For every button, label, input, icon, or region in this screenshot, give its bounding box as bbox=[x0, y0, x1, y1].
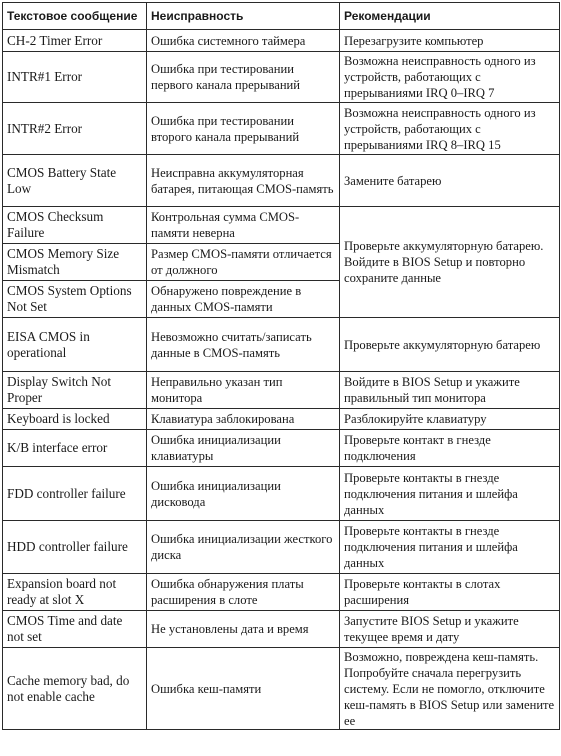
fault-cell: Ошибка при тестировании второго канала прерываний bbox=[147, 103, 340, 155]
table-row bbox=[3, 30, 560, 52]
message-cell: CH-2 Timer Error bbox=[3, 30, 147, 52]
fault-cell: Неисправна аккумуляторная батарея, питающая CMOS-память bbox=[147, 155, 340, 207]
message-cell: HDD controller failure bbox=[3, 521, 147, 574]
message-cell: CMOS Checksum Failure bbox=[3, 207, 147, 244]
recommendation-cell: Проверьте контакты в гнезде подключения питания и шлейфа данных bbox=[340, 521, 560, 574]
recommendation-cell: Замените батарею bbox=[340, 155, 560, 207]
recommendation-cell: Перезагрузите компьютер bbox=[340, 30, 560, 52]
table-row bbox=[3, 521, 560, 574]
fault-cell: Ошибка при тестировании первого канала прерываний bbox=[147, 52, 340, 103]
recommendation-cell: Проверьте аккумуляторную батарею. Войдите в BIOS Setup и повторно сохраните данные bbox=[340, 207, 560, 318]
fault-cell: Ошибка обнаружения платы расширения в слоте bbox=[147, 574, 340, 611]
message-cell: Keyboard is locked bbox=[3, 409, 147, 430]
recommendation-cell: Проверьте аккумуляторную батарею bbox=[340, 318, 560, 372]
message-cell: CMOS Battery State Low bbox=[3, 155, 147, 207]
message-cell: INTR#1 Error bbox=[3, 52, 147, 103]
recommendation-cell: Разблокируйте клавиатуру bbox=[340, 409, 560, 430]
table-row bbox=[3, 155, 560, 207]
message-cell: CMOS Memory Size Mismatch bbox=[3, 244, 147, 281]
fault-cell: Контрольная сумма CMOS-памяти неверна bbox=[147, 207, 340, 244]
message-cell: CMOS System Options Not Set bbox=[3, 281, 147, 318]
fault-cell: Обнаружено повреждение в данных CMOS-памяти bbox=[147, 281, 340, 318]
message-cell: CMOS Time and date not set bbox=[3, 611, 147, 648]
fault-cell: Неправильно указан тип монитора bbox=[147, 372, 340, 409]
table-row bbox=[3, 430, 560, 467]
table-row bbox=[3, 207, 560, 244]
fault-cell: Невозможно считать/записать данные в CMOS-память bbox=[147, 318, 340, 372]
fault-cell: Размер CMOS-памяти отличается от должного bbox=[147, 244, 340, 281]
error-messages-table bbox=[2, 2, 560, 730]
table-row bbox=[3, 648, 560, 730]
header-fault: Неисправность bbox=[147, 3, 340, 30]
recommendation-cell: Проверьте контакт в гнезде подключения bbox=[340, 430, 560, 467]
fault-cell: Ошибка инициализации жесткого диска bbox=[147, 521, 340, 574]
header-text-message: Текстовое сообщение bbox=[3, 3, 147, 30]
recommendation-cell: Войдите в BIOS Setup и укажите правильный тип монитора bbox=[340, 372, 560, 409]
message-cell: INTR#2 Error bbox=[3, 103, 147, 155]
message-cell: EISA CMOS in operational bbox=[3, 318, 147, 372]
recommendation-cell: Проверьте контакты в гнезде подключения питания и шлейфа данных bbox=[340, 467, 560, 521]
header-recommendations: Рекомендации bbox=[340, 3, 560, 30]
fault-cell: Ошибка инициализации клавиатуры bbox=[147, 430, 340, 467]
table-row bbox=[3, 611, 560, 648]
fault-cell: Ошибка системного таймера bbox=[147, 30, 340, 52]
recommendation-cell: Запустите BIOS Setup и укажите текущее время и дату bbox=[340, 611, 560, 648]
fault-cell: Ошибка кеш-памяти bbox=[147, 648, 340, 730]
fault-cell: Ошибка инициализации дисковода bbox=[147, 467, 340, 521]
recommendation-cell: Проверьте контакты в слотах расширения bbox=[340, 574, 560, 611]
table-row bbox=[3, 467, 560, 521]
header-row bbox=[3, 3, 560, 30]
message-cell: Expansion board not ready at slot X bbox=[3, 574, 147, 611]
fault-cell: Не установлены дата и время bbox=[147, 611, 340, 648]
table-row bbox=[3, 103, 560, 155]
table-row bbox=[3, 318, 560, 372]
recommendation-cell: Возможна неисправность одного из устройств, работающих с прерываниями IRQ 0–IRQ 7 bbox=[340, 52, 560, 103]
recommendation-cell: Возможна неисправность одного из устройств, работающих с прерываниями IRQ 8–IRQ 15 bbox=[340, 103, 560, 155]
table-row bbox=[3, 52, 560, 103]
table-row bbox=[3, 409, 560, 430]
message-cell: FDD controller failure bbox=[3, 467, 147, 521]
message-cell: Cache memory bad, do not enable cache bbox=[3, 648, 147, 730]
fault-cell: Клавиатура заблокирована bbox=[147, 409, 340, 430]
table-row bbox=[3, 372, 560, 409]
recommendation-cell: Возможно, повреждена кеш-память. Попробуйте сначала перегрузить систему. Если не помогло, отключите кеш-память в BIOS Setup или замените ее bbox=[340, 648, 560, 730]
message-cell: Display Switch Not Proper bbox=[3, 372, 147, 409]
table-row bbox=[3, 574, 560, 611]
message-cell: K/B interface error bbox=[3, 430, 147, 467]
